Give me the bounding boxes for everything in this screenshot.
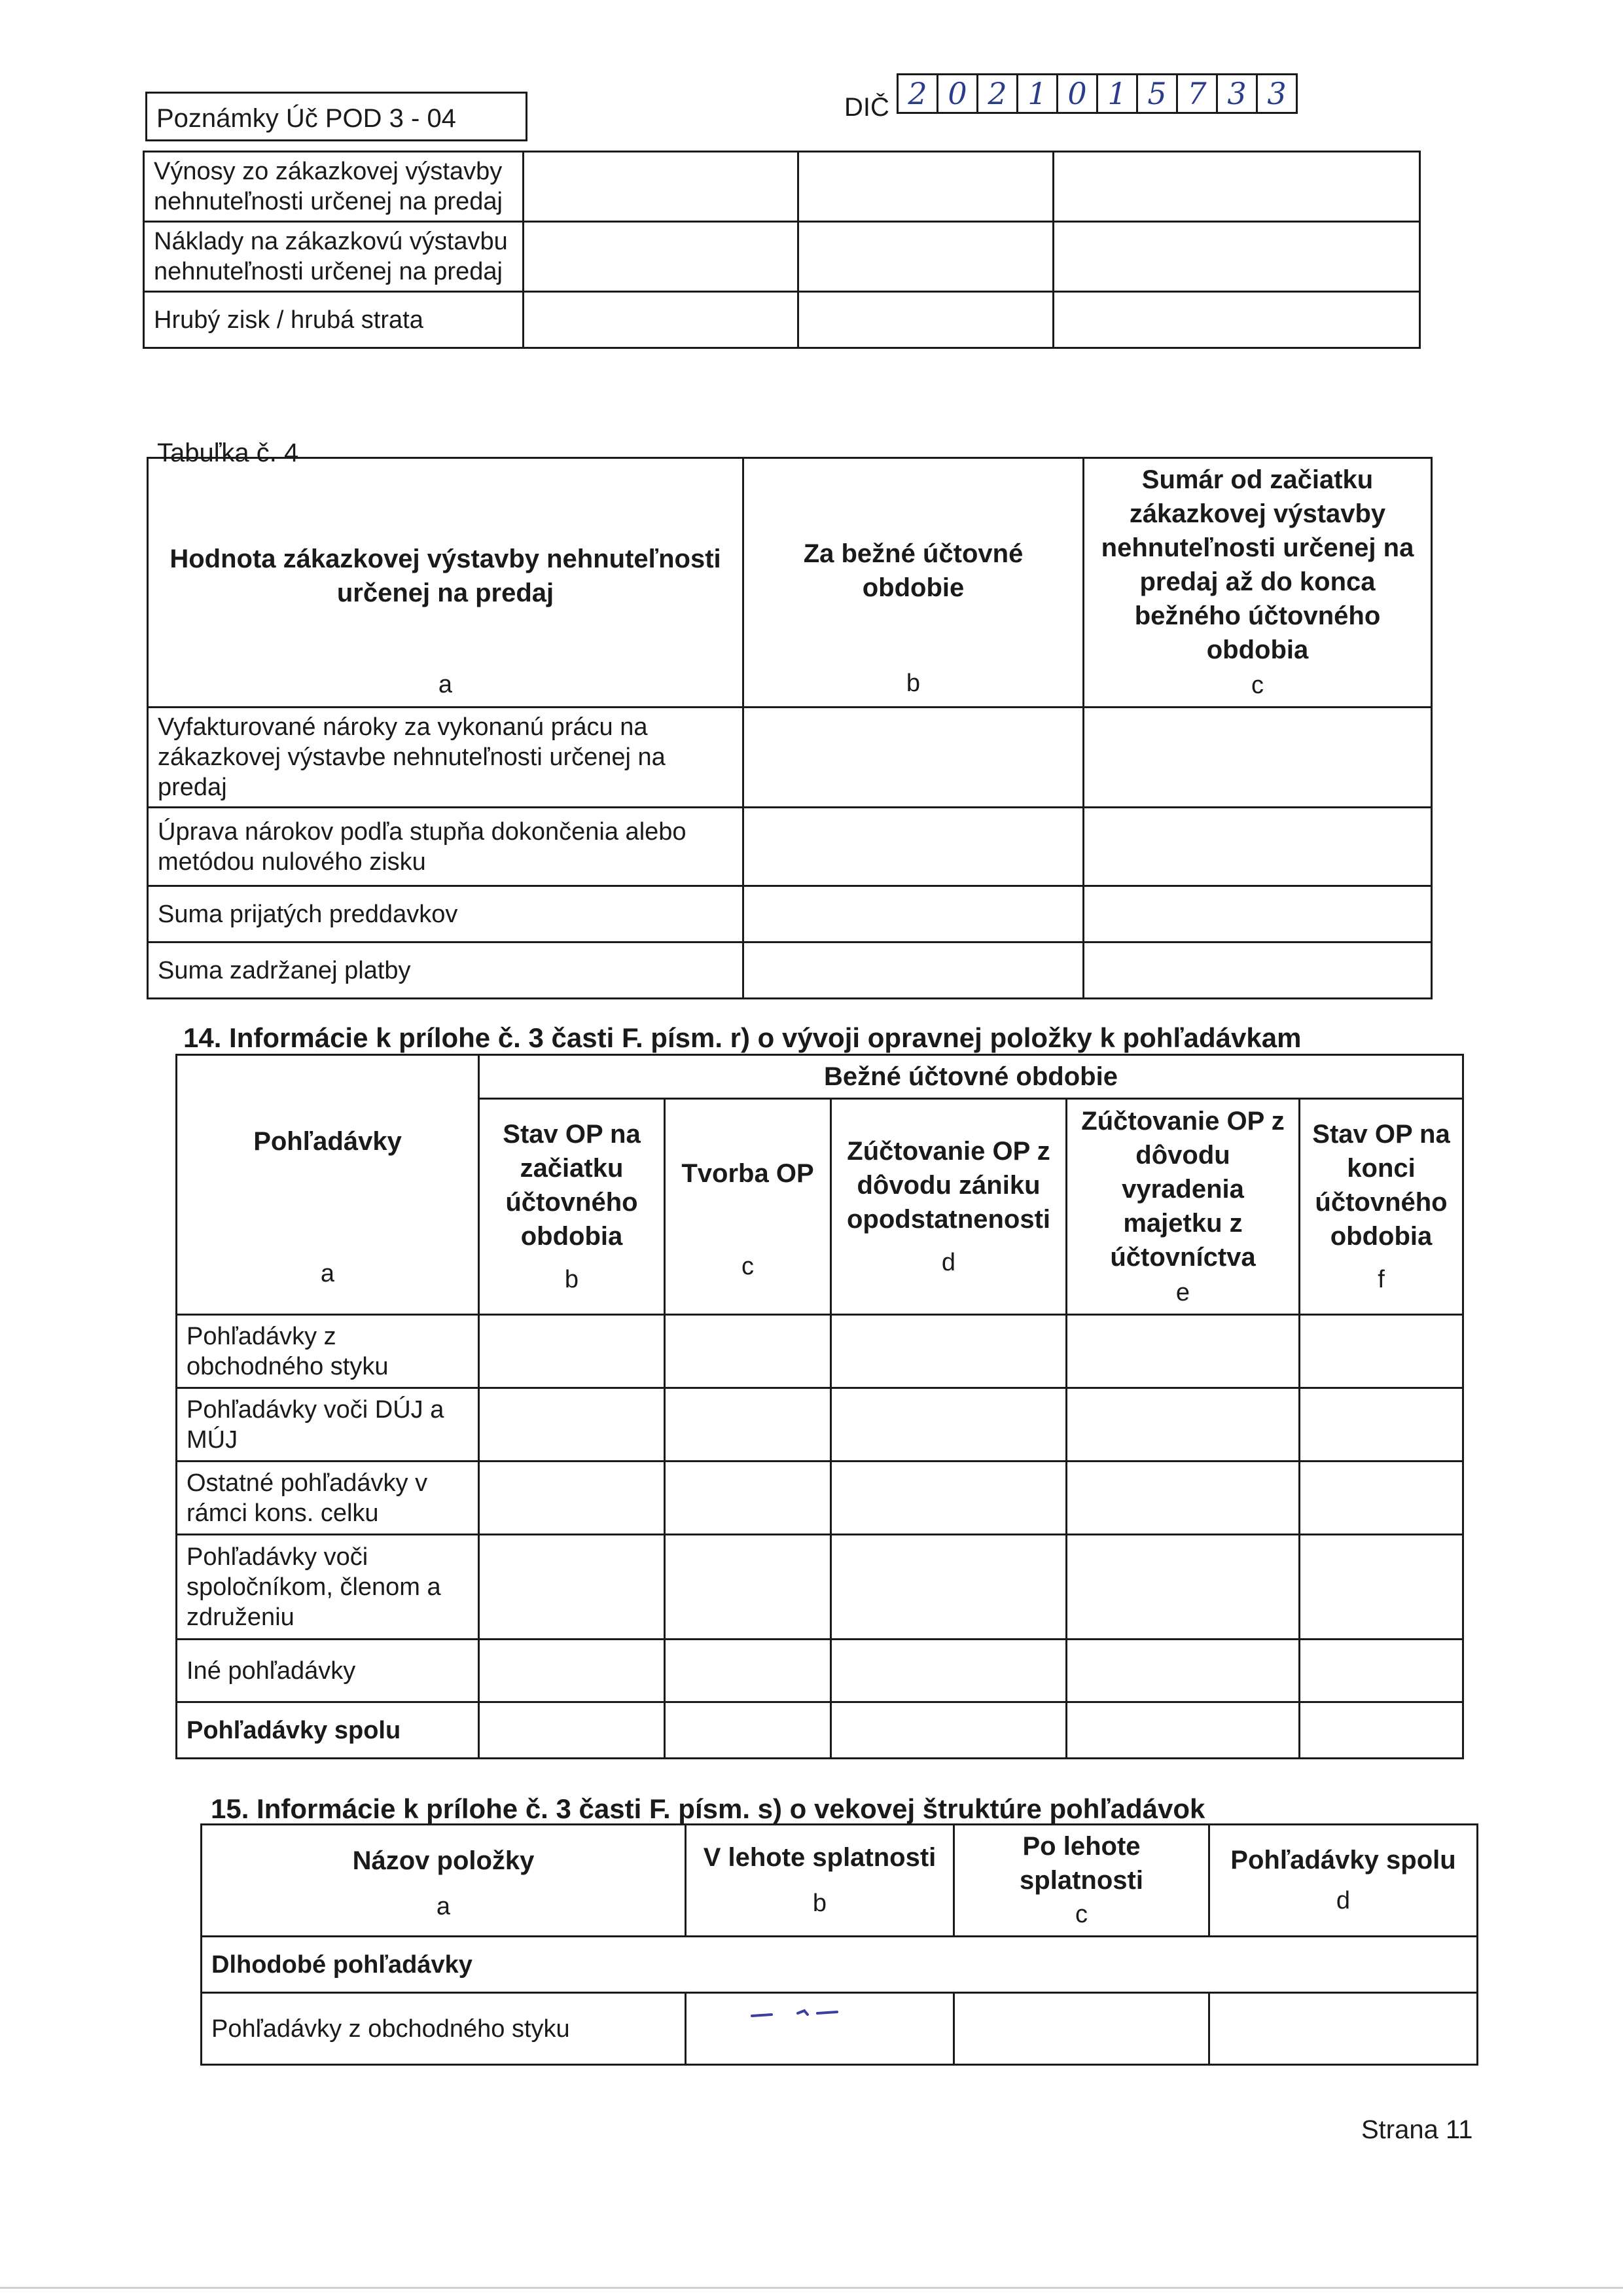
column-letter: b [564, 1265, 579, 1293]
header-d [1209, 1825, 1478, 1937]
col-b-header [479, 1099, 665, 1315]
header-label: Hodnota zákazkovej výstavby nehnuteľnosti určenej na predaj [169, 545, 721, 607]
row-label: Suma zadržanej platby [148, 942, 743, 999]
header-label: Sumár od začiatku zákazkovej výstavby nehnuteľnosti určenej na predaj až do konca bežného účtovného obdobia [1101, 465, 1414, 664]
header-label: Pohľadávky [253, 1127, 402, 1156]
value-cell[interactable] [1300, 1315, 1463, 1388]
header-c [954, 1825, 1209, 1937]
value-cell[interactable] [798, 292, 1054, 348]
dic-label: DIČ [844, 93, 889, 122]
column-letter: a [436, 1893, 451, 1920]
construction-revenue-table [143, 151, 1421, 349]
value-cell[interactable] [1054, 152, 1420, 222]
dic-field[interactable] [897, 73, 1298, 114]
row-label: Úprava nárokov podľa stupňa dokončenia alebo metódou nulového zisku [148, 808, 743, 886]
table4-caption: Tabuľka č. 4 [157, 439, 299, 467]
value-cell[interactable] [479, 1640, 665, 1702]
col-d-header [831, 1099, 1067, 1315]
column-letter: d [941, 1248, 956, 1276]
dic-digit[interactable]: 7 [1178, 75, 1218, 112]
scan-edge-line [0, 2287, 1623, 2289]
allowance-table [175, 1054, 1464, 1759]
row-label: Náklady na zákazkovú výstavbu nehnuteľnosti určenej na predaj [144, 222, 524, 292]
column-letter: e [1175, 1278, 1190, 1306]
value-cell[interactable] [831, 1315, 1067, 1388]
table4-header-a [148, 458, 743, 708]
value-cell[interactable] [524, 292, 798, 348]
row-label: Vyfakturované nároky za vykonanú prácu na zákazkovej výstavbe nehnuteľnosti určenej na predaj [148, 708, 743, 808]
value-cell[interactable] [954, 1993, 1209, 2065]
value-cell[interactable] [665, 1640, 831, 1702]
value-cell[interactable] [1067, 1702, 1300, 1759]
column-letter: b [812, 1890, 827, 1917]
header-b [686, 1825, 954, 1937]
value-cell[interactable] [665, 1535, 831, 1640]
header-label: Názov položky [352, 1846, 535, 1875]
value-cell[interactable] [1054, 222, 1420, 292]
dic-digit[interactable]: 2 [978, 75, 1018, 112]
value-cell[interactable] [831, 1702, 1067, 1759]
value-cell[interactable] [665, 1702, 831, 1759]
table4-header-c [1084, 458, 1432, 708]
value-cell[interactable] [1067, 1388, 1300, 1462]
header-label: Za bežné účtovné obdobie [803, 539, 1024, 602]
section14-title: 14. Informácie k prílohe č. 3 časti F. písm. r) o vývoji opravnej položky k pohľadávkam [183, 1022, 1302, 1053]
value-cell[interactable] [479, 1315, 665, 1388]
dic-digit[interactable]: 3 [1267, 76, 1287, 111]
value-cell[interactable] [1084, 942, 1432, 999]
header-label: Po lehote splatnosti [1020, 1832, 1143, 1895]
group-header: Bežné účtovné obdobie [479, 1055, 1463, 1099]
header-label: Stav OP na konci účtovného obdobia [1312, 1119, 1450, 1251]
table4 [147, 457, 1433, 999]
total-row-label: Pohľadávky spolu [177, 1702, 479, 1759]
value-cell[interactable] [798, 152, 1054, 222]
value-cell[interactable] [1300, 1702, 1463, 1759]
row-label: Pohľadávky voči DÚJ a MÚJ [177, 1388, 479, 1462]
dic-digit[interactable]: 2 [899, 75, 938, 112]
col-c-header [665, 1099, 831, 1315]
value-cell[interactable] [1209, 1993, 1478, 2065]
value-cell[interactable] [743, 886, 1084, 942]
value-cell[interactable] [1300, 1462, 1463, 1535]
value-cell[interactable] [1300, 1640, 1463, 1702]
value-cell[interactable] [1300, 1388, 1463, 1462]
col-e-header [1067, 1099, 1300, 1315]
column-letter: c [1251, 672, 1264, 699]
value-cell[interactable] [479, 1388, 665, 1462]
row-label: Ostatné pohľadávky v rámci kons. celku [177, 1462, 479, 1535]
column-letter: a [320, 1260, 335, 1287]
header-a [202, 1825, 686, 1937]
col-f-header [1300, 1099, 1463, 1315]
row-label: Pohľadávky z obchodného styku [202, 1993, 686, 2065]
value-cell[interactable] [1084, 708, 1432, 808]
dic-digit[interactable]: 1 [1018, 75, 1058, 112]
dic-digit[interactable]: 0 [1058, 75, 1098, 112]
column-letter: c [1075, 1901, 1088, 1928]
column-letter: d [1336, 1887, 1351, 1914]
table4-header-b [743, 458, 1084, 708]
value-cell[interactable] [1084, 808, 1432, 886]
header-label: Pohľadávky spolu [1230, 1846, 1456, 1874]
value-cell[interactable] [479, 1462, 665, 1535]
value-cell[interactable] [831, 1535, 1067, 1640]
column-letter: c [741, 1252, 754, 1280]
column-letter: a [438, 671, 453, 698]
row-label: Pohľadávky z obchodného styku [177, 1315, 479, 1388]
handwritten-scribble [745, 1996, 876, 2022]
value-cell[interactable] [1067, 1535, 1300, 1640]
value-cell[interactable] [1067, 1640, 1300, 1702]
value-cell[interactable] [831, 1462, 1067, 1535]
dic-digit[interactable]: 0 [938, 75, 978, 112]
value-cell[interactable] [743, 808, 1084, 886]
header-label: Stav OP na začiatku účtovného obdobia [503, 1119, 641, 1251]
value-cell[interactable] [743, 942, 1084, 999]
value-cell[interactable] [831, 1388, 1067, 1462]
header-label: Zúčtovanie OP z dôvodu vyradenia majetku z účtovníctva [1081, 1106, 1285, 1272]
row-label: Pohľadávky voči spoločníkom, členom a združeniu [177, 1535, 479, 1640]
header-label: Zúčtovanie OP z dôvodu zániku opodstatnenosti [846, 1136, 1051, 1234]
dic-digit[interactable]: 3 [1218, 75, 1258, 112]
form-code-box: Poznámky Úč POD 3 - 04 [145, 92, 527, 141]
group-row-label: Dlhodobé pohľadávky [202, 1937, 1478, 1993]
value-cell[interactable] [665, 1388, 831, 1462]
row-label: Suma prijatých preddavkov [148, 886, 743, 942]
column-letter: f [1378, 1265, 1385, 1293]
col-a-header [177, 1055, 479, 1315]
value-cell[interactable] [479, 1535, 665, 1640]
value-cell[interactable] [798, 222, 1054, 292]
row-label: Výnosy zo zákazkovej výstavby nehnuteľnosti určenej na predaj [144, 152, 524, 222]
row-label: Hrubý zisk / hrubá strata [144, 292, 524, 348]
value-cell[interactable] [1300, 1535, 1463, 1640]
dic-digit[interactable]: 5 [1138, 75, 1178, 112]
value-cell[interactable] [1067, 1315, 1300, 1388]
value-cell[interactable] [1054, 292, 1420, 348]
value-cell[interactable] [743, 708, 1084, 808]
value-cell[interactable] [665, 1315, 831, 1388]
value-cell[interactable] [665, 1462, 831, 1535]
value-cell[interactable] [1067, 1462, 1300, 1535]
value-cell[interactable] [479, 1702, 665, 1759]
value-cell[interactable] [524, 152, 798, 222]
column-letter: b [906, 670, 921, 697]
section15-title: 15. Informácie k prílohe č. 3 časti F. písm. s) o vekovej štruktúre pohľadávok [211, 1793, 1205, 1824]
row-label: Iné pohľadávky [177, 1640, 479, 1702]
value-cell[interactable] [831, 1640, 1067, 1702]
page-number: Strana 11 [1361, 2115, 1473, 2144]
value-cell[interactable] [524, 222, 798, 292]
value-cell[interactable] [686, 1993, 954, 2065]
value-cell[interactable] [1084, 886, 1432, 942]
aging-table [200, 1823, 1478, 2066]
dic-digit[interactable]: 1 [1098, 75, 1138, 112]
header-label: V lehote splatnosti [703, 1843, 936, 1872]
header-label: Tvorba OP [681, 1158, 814, 1188]
